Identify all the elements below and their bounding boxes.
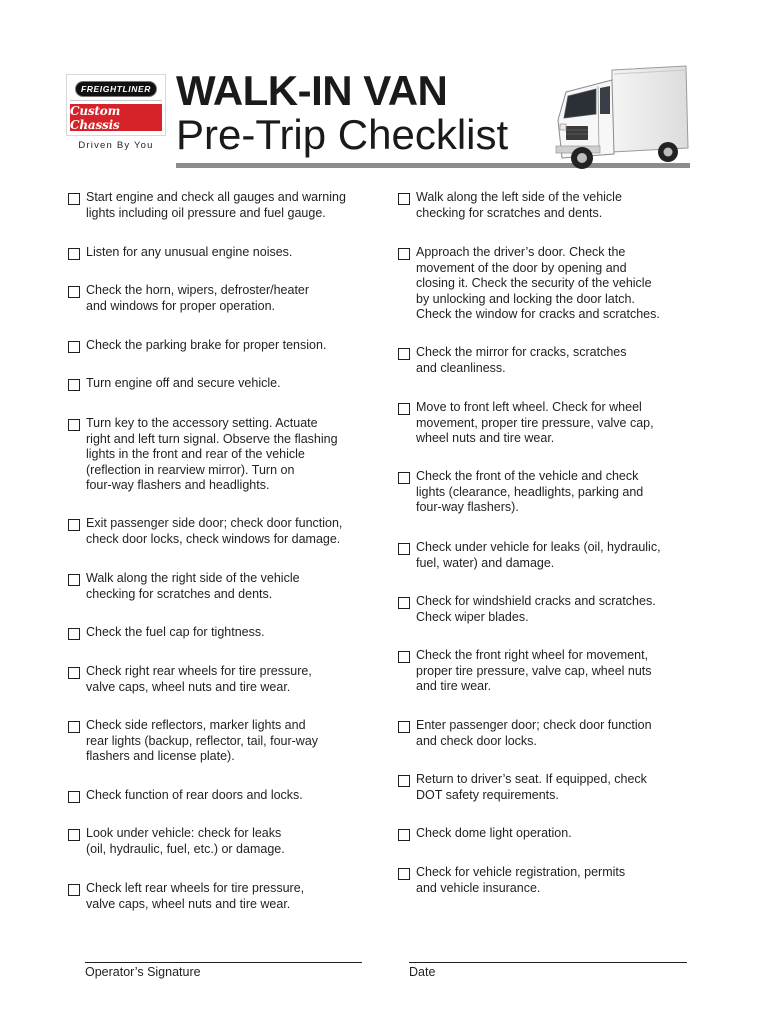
checklist-item[interactable] xyxy=(68,625,265,641)
checkbox[interactable] xyxy=(68,341,80,353)
checklist-item-text: Exit passenger side door; check door function, check door locks, check windows for damage. xyxy=(86,516,343,546)
tagline: Driven By You xyxy=(78,140,154,151)
checklist-item-text: Check function of rear doors and locks. xyxy=(86,788,303,802)
operator-signature-label: Operator’s Signature xyxy=(85,965,201,979)
checkbox[interactable] xyxy=(68,721,80,733)
checkbox[interactable] xyxy=(398,543,410,555)
checkbox[interactable] xyxy=(68,193,80,205)
checklist-item[interactable] xyxy=(68,416,338,494)
checklist-item[interactable] xyxy=(398,772,647,803)
date-line[interactable] xyxy=(409,962,687,963)
checklist-item-text: Return to driver’s seat. If equipped, check DOT safety requirements. xyxy=(416,772,647,802)
checklist-item-text: Check for windshield cracks and scratches. Check wiper blades. xyxy=(416,594,656,624)
checklist-item-text: Check for vehicle registration, permits and vehicle insurance. xyxy=(416,865,626,895)
checklist-item-text: Check the mirror for cracks, scratches and cleanliness. xyxy=(416,345,627,375)
title-line-1: WALK-IN VAN xyxy=(176,67,448,114)
checklist-item-text: Turn key to the accessory setting. Actuate right and left turn signal. Observe the flashing lights in the front and rear of the vehicle (reflection in rearview mirror). Turn on four-way flashers and headlights. xyxy=(86,416,338,492)
checkbox[interactable] xyxy=(68,628,80,640)
checklist-item[interactable] xyxy=(68,881,304,912)
checklist-item-text: Enter passenger door; check door function and check door locks. xyxy=(416,718,652,748)
checkbox[interactable] xyxy=(68,379,80,391)
checkbox[interactable] xyxy=(68,791,80,803)
checklist-item-text: Check the parking brake for proper tension. xyxy=(86,338,327,352)
checklist-item-text: Check dome light operation. xyxy=(416,826,572,840)
page-header xyxy=(0,0,768,180)
checklist-item[interactable] xyxy=(68,664,312,695)
checklist-item[interactable] xyxy=(398,594,656,625)
checklist-item[interactable] xyxy=(68,190,346,221)
checkbox[interactable] xyxy=(398,829,410,841)
checklist-item[interactable] xyxy=(68,376,281,392)
checkbox[interactable] xyxy=(68,829,80,841)
checklist-item[interactable] xyxy=(398,469,643,516)
checklist-item[interactable] xyxy=(68,283,309,314)
title-line-2: Pre-Trip Checklist xyxy=(176,111,509,158)
checklist-item[interactable] xyxy=(68,718,318,765)
checklist-item[interactable] xyxy=(398,245,660,323)
checklist-item-text: Check the front right wheel for movement, proper tire pressure, valve cap, wheel nuts and tire wear. xyxy=(416,648,652,693)
checklist-item-text: Turn engine off and secure vehicle. xyxy=(86,376,281,390)
custom-chassis-wordmark: Custom Chassis xyxy=(70,103,121,132)
checkbox[interactable] xyxy=(398,193,410,205)
checklist-item[interactable] xyxy=(68,826,285,857)
checklist-item[interactable] xyxy=(398,540,661,571)
checklist-item[interactable] xyxy=(68,245,292,261)
checkbox[interactable] xyxy=(68,286,80,298)
checkbox[interactable] xyxy=(68,884,80,896)
checklist-item[interactable] xyxy=(68,788,303,804)
checkbox[interactable] xyxy=(398,403,410,415)
checklist-item-text: Start engine and check all gauges and warning lights including oil pressure and fuel gauge. xyxy=(86,190,346,220)
checkbox[interactable] xyxy=(398,651,410,663)
checkbox[interactable] xyxy=(68,248,80,260)
checklist-item[interactable] xyxy=(398,865,625,896)
checklist-item-text: Approach the driver’s door. Check the movement of the door by opening and closing it. Check the security of the vehicle by unlocking and locking the door latch. Check the window for cracks and scratches. xyxy=(416,245,660,321)
date-label: Date xyxy=(409,965,436,979)
checkbox[interactable] xyxy=(398,248,410,260)
checklist-item-text: Move to front left wheel. Check for wheel movement, proper tire pressure, valve cap, wheel nuts and tire wear. xyxy=(416,400,654,445)
checklist-item-text: Check left rear wheels for tire pressure, valve caps, wheel nuts and tire wear. xyxy=(86,881,305,911)
checklist-item-text: Check the horn, wipers, defroster/heater and windows for proper operation. xyxy=(86,283,310,313)
checklist-item[interactable] xyxy=(68,516,342,547)
checklist-item[interactable] xyxy=(68,338,326,354)
checklist-item-text: Check under vehicle for leaks (oil, hydraulic, fuel, water) and damage. xyxy=(416,540,661,570)
checkbox[interactable] xyxy=(398,472,410,484)
checkbox[interactable] xyxy=(398,868,410,880)
checklist-item-text: Check side reflectors, marker lights and rear lights (backup, reflector, tail, four-way flashers and license plate). xyxy=(86,718,319,763)
checklist-item[interactable] xyxy=(398,826,572,842)
checklist-item[interactable] xyxy=(398,190,622,221)
checkbox[interactable] xyxy=(68,519,80,531)
checklist-item-text: Walk along the left side of the vehicle checking for scratches and dents. xyxy=(416,190,622,220)
checkbox[interactable] xyxy=(398,775,410,787)
checklist-item-text: Check the front of the vehicle and check lights (clearance, headlights, parking and four-way flashers). xyxy=(416,469,644,514)
checkbox[interactable] xyxy=(398,348,410,360)
freightliner-custom-chassis-logo xyxy=(66,74,166,136)
checkbox[interactable] xyxy=(68,574,80,586)
freightliner-wordmark: FREIGHTLINER xyxy=(75,81,157,97)
checklist-item[interactable] xyxy=(398,648,652,695)
operator-signature-line[interactable] xyxy=(85,962,362,963)
checkbox[interactable] xyxy=(68,419,80,431)
checklist-item[interactable] xyxy=(398,718,652,749)
checklist-item-text: Listen for any unusual engine noises. xyxy=(86,245,293,259)
checkbox[interactable] xyxy=(398,597,410,609)
walk-in-van-truck-icon xyxy=(552,62,692,174)
checkbox[interactable] xyxy=(68,667,80,679)
checklist-item-text: Check right rear wheels for tire pressure, valve caps, wheel nuts and tire wear. xyxy=(86,664,312,694)
checklist-item[interactable] xyxy=(68,571,300,602)
checklist-item[interactable] xyxy=(398,400,654,447)
checklist-item-text: Check the fuel cap for tightness. xyxy=(86,625,265,639)
checklist-item[interactable] xyxy=(398,345,626,376)
checklist-item-text: Walk along the right side of the vehicle checking for scratches and dents. xyxy=(86,571,300,601)
checklist-item-text: Look under vehicle: check for leaks (oil, hydraulic, fuel, etc.) or damage. xyxy=(86,826,285,856)
checkbox[interactable] xyxy=(398,721,410,733)
